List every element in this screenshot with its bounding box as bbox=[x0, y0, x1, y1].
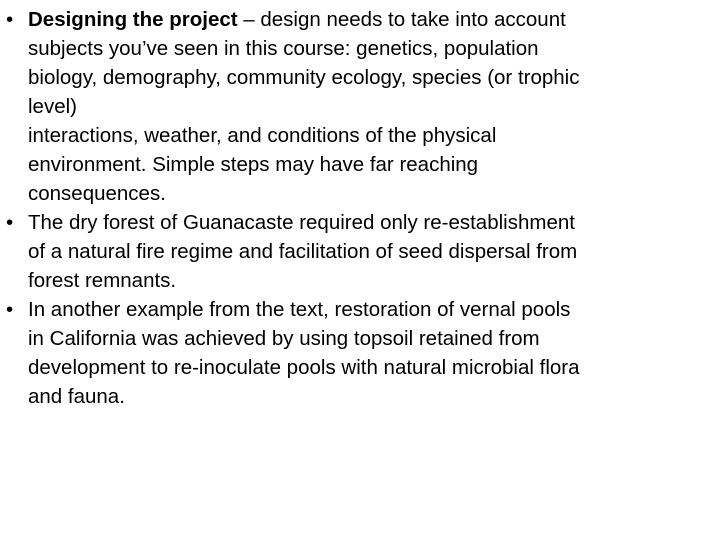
bullet-line: forest remnants. bbox=[28, 269, 177, 292]
bullet-line: environment. Simple steps may have far reaching bbox=[28, 153, 479, 176]
bullet-heading: Designing the project bbox=[28, 8, 238, 31]
bullet-dot-icon: • bbox=[6, 8, 14, 31]
bullet-line: subjects you’ve seen in this course: genetics, population bbox=[28, 37, 539, 60]
bullet-line: of a natural fire regime and facilitation of seed dispersal from bbox=[28, 240, 578, 263]
bullet-line: development to re-inoculate pools with natural microbial flora bbox=[28, 356, 580, 379]
bullet-item-designing-project bbox=[6, 5, 696, 208]
bullet-list bbox=[6, 5, 696, 411]
bullet-line: biology, demography, community ecology, species (or trophic bbox=[28, 66, 580, 89]
bullet-dot-icon: • bbox=[6, 298, 14, 321]
bullet-line bbox=[28, 5, 696, 34]
bullet-item-guanacaste bbox=[6, 208, 696, 295]
bullet-line: level) bbox=[28, 95, 77, 118]
bullet-item-vernal-pools bbox=[6, 295, 696, 411]
bullet-line: and fauna. bbox=[28, 385, 125, 408]
bullet-dot-icon: • bbox=[6, 211, 14, 234]
bullet-lead-text: – design needs to take into account bbox=[237, 8, 566, 31]
bullet-line: The dry forest of Guanacaste required only re-establishment bbox=[28, 211, 575, 234]
bullet-line: In another example from the text, restoration of vernal pools bbox=[28, 298, 571, 321]
bullet-line: in California was achieved by using topsoil retained from bbox=[28, 327, 540, 350]
bullet-line: consequences. bbox=[28, 182, 166, 205]
bullet-line: interactions, weather, and conditions of the physical bbox=[28, 124, 497, 147]
